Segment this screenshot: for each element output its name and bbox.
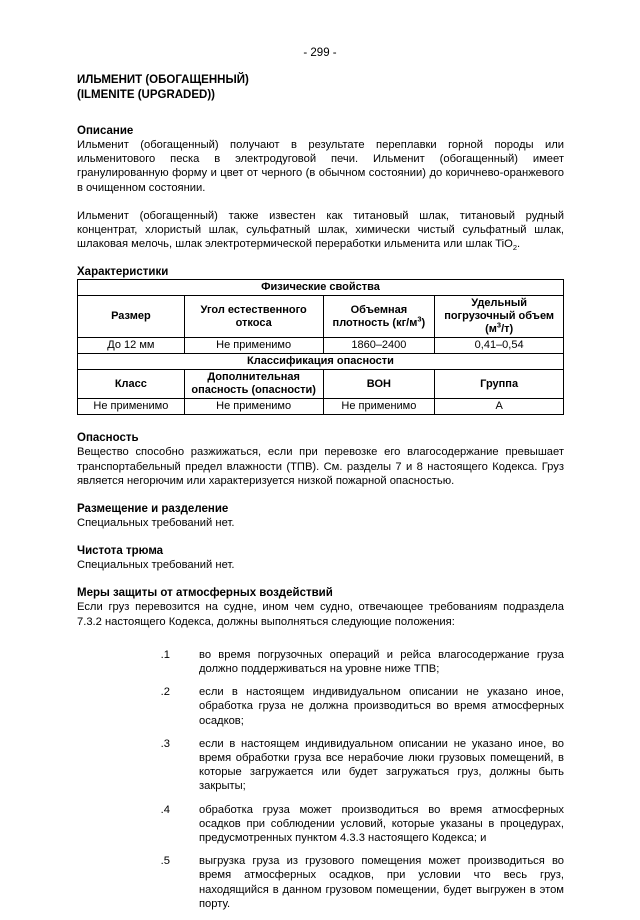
list-item-number: .1 xyxy=(160,648,170,661)
description-para-2: Ильменит (обогащенный) также известен как титановый шлак, титановый рудный концентрат, хлористый шлак, сульфатный шлак, химически чистый сульфатный шлак, шлаковая мелочь, шлак электротермической переработки ильменита или шлак TiO$_2$. xyxy=(77,209,564,253)
val-subsidiary-hazard: Не применимо xyxy=(184,399,323,415)
list-item xyxy=(77,648,564,676)
document-body xyxy=(77,73,564,920)
hold-cleanliness-text: Специальных требований нет. xyxy=(77,559,235,572)
list-item-text: выгрузка груза из грузового помещения может производиться во время атмосферных осадков, при условии что весь груз, находящийся в данном грузовом помещении, будет выгружен в этом порту. xyxy=(199,855,564,910)
hazard-heading: Опасность xyxy=(77,432,139,445)
physical-properties-header: Физические свойства xyxy=(78,280,564,296)
col-subsidiary-hazard: Дополнительная опасность (опасности) xyxy=(184,370,323,399)
hazard-text: Вещество способно разжижаться, если при перевозке его влагосодержание превышает транспортабельный предел влажности (ТПВ). См. разделы 7 и 8 настоящего Кодекса. Груз является негорючим или характеризуется низкой пожарной опасностью. xyxy=(77,446,564,487)
hold-cleanliness-heading: Чистота трюма xyxy=(77,545,164,558)
col-group: Группа xyxy=(435,370,564,399)
list-item-text: во время погрузочных операций и рейса влагосодержание груза должно поддерживаться на уровне ниже ТПВ; xyxy=(199,648,564,676)
list-item-number: .2 xyxy=(160,686,170,699)
col-angle-of-repose: Угол естественного откоса xyxy=(184,296,323,338)
col-size: Размер xyxy=(78,296,185,338)
list-item xyxy=(77,803,564,846)
list-item-text: обработка груза может производиться во время атмосферных осадков при соблюдении условий, которые указаны в процедурах, предусмотренных пунктом 4.3.3 настоящего Кодекса; и xyxy=(199,803,564,845)
weather-precautions-list xyxy=(77,648,564,911)
list-item-text: если в настоящем индивидуальном описании не указано иное, обработка груза не должна производиться во время атмосферных осадков; xyxy=(199,686,564,727)
list-item-number: .4 xyxy=(160,803,170,816)
list-item-number: .3 xyxy=(160,737,170,750)
val-group: А xyxy=(435,399,564,415)
list-item-number: .5 xyxy=(160,855,170,868)
description-para-1: Ильменит (обогащенный) получают в результате переплавки горной породы или ильменитового песка в электродуговой печи. Ильменит (обогащенный) имеет гранулированную форму и цвет от черного (в обычном состоянии) до коричнево-оранжевого в очищенном состоянии. xyxy=(77,139,564,194)
col-bulk-density: Объемная плотность $(кг/м^3)$ xyxy=(323,296,435,338)
col-stowage-factor: Удельный погрузочный объем $(м^3/т)$ xyxy=(435,296,564,338)
characteristics-table xyxy=(77,279,564,415)
val-angle-of-repose: Не применимо xyxy=(184,338,323,354)
col-class: Класс xyxy=(78,370,185,399)
list-item-text: если в настоящем индивидуальном описании не указано иное, во время обработки груза все нерабочие люки грузовых помещений, в которые загружается или будет загружаться груз, должны быть закрыты; xyxy=(199,737,564,793)
col-mhb: ВОН xyxy=(323,370,435,399)
hazard-classification-header: Классификация опасности xyxy=(78,354,564,370)
stowage-text: Специальных требований нет. xyxy=(77,517,235,530)
val-class: Не применимо xyxy=(78,399,185,415)
characteristics-heading: Характеристики xyxy=(77,266,169,279)
list-item xyxy=(77,737,564,794)
weather-precautions-intro: Если груз перевозится на судне, ином чем судно, отвечающее требованиям подраздела 7.3.2 настоящего Кодекса, должны выполняться следующие положения: xyxy=(77,601,564,628)
description-heading: Описание xyxy=(77,125,134,137)
list-item xyxy=(77,685,564,728)
list-item xyxy=(77,854,564,911)
val-stowage-factor: 0,41–0,54 xyxy=(435,338,564,354)
page-number: - 299 - xyxy=(303,47,337,59)
cargo-title-ru: ИЛЬМЕНИТ (ОБОГАЩЕННЫЙ) xyxy=(77,74,249,86)
cargo-title-en: (ILMENITE (UPGRADED)) xyxy=(77,88,215,101)
weather-precautions-heading: Меры защиты от атмосферных воздействий xyxy=(77,587,333,600)
val-mhb: Не применимо xyxy=(323,399,435,415)
stowage-heading: Размещение и разделение xyxy=(77,503,229,516)
val-bulk-density: 1860–2400 xyxy=(323,338,435,354)
val-size: До 12 мм xyxy=(78,338,185,354)
